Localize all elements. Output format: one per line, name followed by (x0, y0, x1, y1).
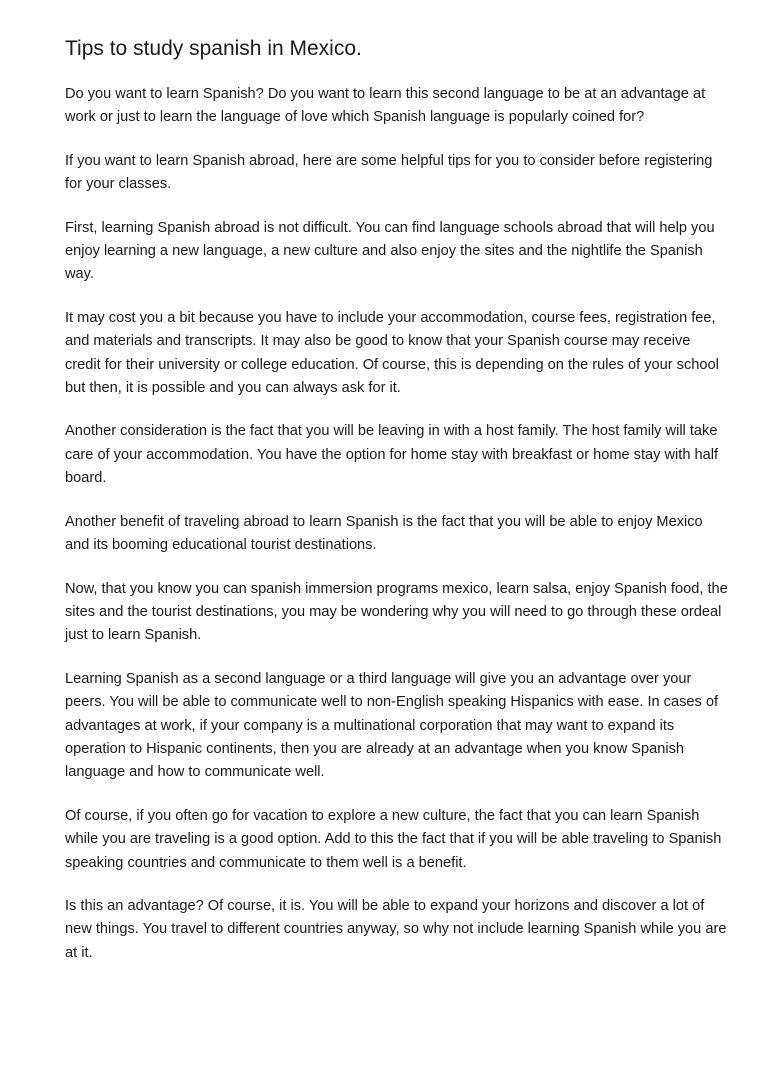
paragraph-3: First, learning Spanish abroad is not difficult. You can find language schools abroad that will help you enjoy learning a new language, a new culture and also enjoy the sites and the nightlife the Spanish way. (65, 219, 715, 283)
paragraph-2: If you want to learn Spanish abroad, here are some helpful tips for you to consider before registering for your classes. (65, 152, 713, 193)
paragraph-6: Another benefit of traveling abroad to learn Spanish is the fact that you will be able to enjoy Mexico and its booming educational tourist destinations. (65, 513, 703, 554)
paragraph-8: Learning Spanish as a second language or a third language will give you an advantage over your peers. You will be able to communicate well to non-English speaking Hispanics with ease. In cases of advantages at work, if your company is a multinational corporation that may want to expand its operation to Hispanic continents, then you are already at an advantage when you know Spanish language and how to communicate well. (65, 670, 719, 781)
paragraph-4: It may cost you a bit because you have to include your accommodation, course fees, registration fee, and materials and transcripts. It may also be good to know that your Spanish course may receive credit for their university or college education. Of course, this is depending on the rules of your school but then, it is possible and you can always ask for it. (65, 309, 719, 397)
paragraph-1: Do you want to learn Spanish? Do you want to learn this second language to be at an advantage at work or just to learn the language of love which Spanish language is popularly coined for? (65, 86, 706, 126)
paragraph-10: Is this an advantage? Of course, it is. You will be able to expand your horizons and discover a lot of new things. You travel to different countries anyway, so why not include learning Spanish while you are at it. (65, 897, 727, 961)
paragraph-7: Now, that you know you can spanish immersion programs mexico, learn salsa, enjoy Spanish food, the sites and the tourist destinations, you may be wondering why you will need to go through these ordeal just to learn Spanish. (65, 580, 728, 644)
paragraph-9: Of course, if you often go for vacation to explore a new culture, the fact that you can learn Spanish while you are traveling is a good option. Add to this the fact that if you will be able traveling to Spanish speaking countries and communicate to them well is a benefit. (65, 807, 722, 871)
document-title: Tips to study spanish in Mexico. (65, 37, 362, 60)
paragraph-5: Another consideration is the fact that you will be leaving in with a host family. The host family will take care of your accommodation. You have the option for home stay with breakfast or home stay with half board. (65, 423, 719, 487)
